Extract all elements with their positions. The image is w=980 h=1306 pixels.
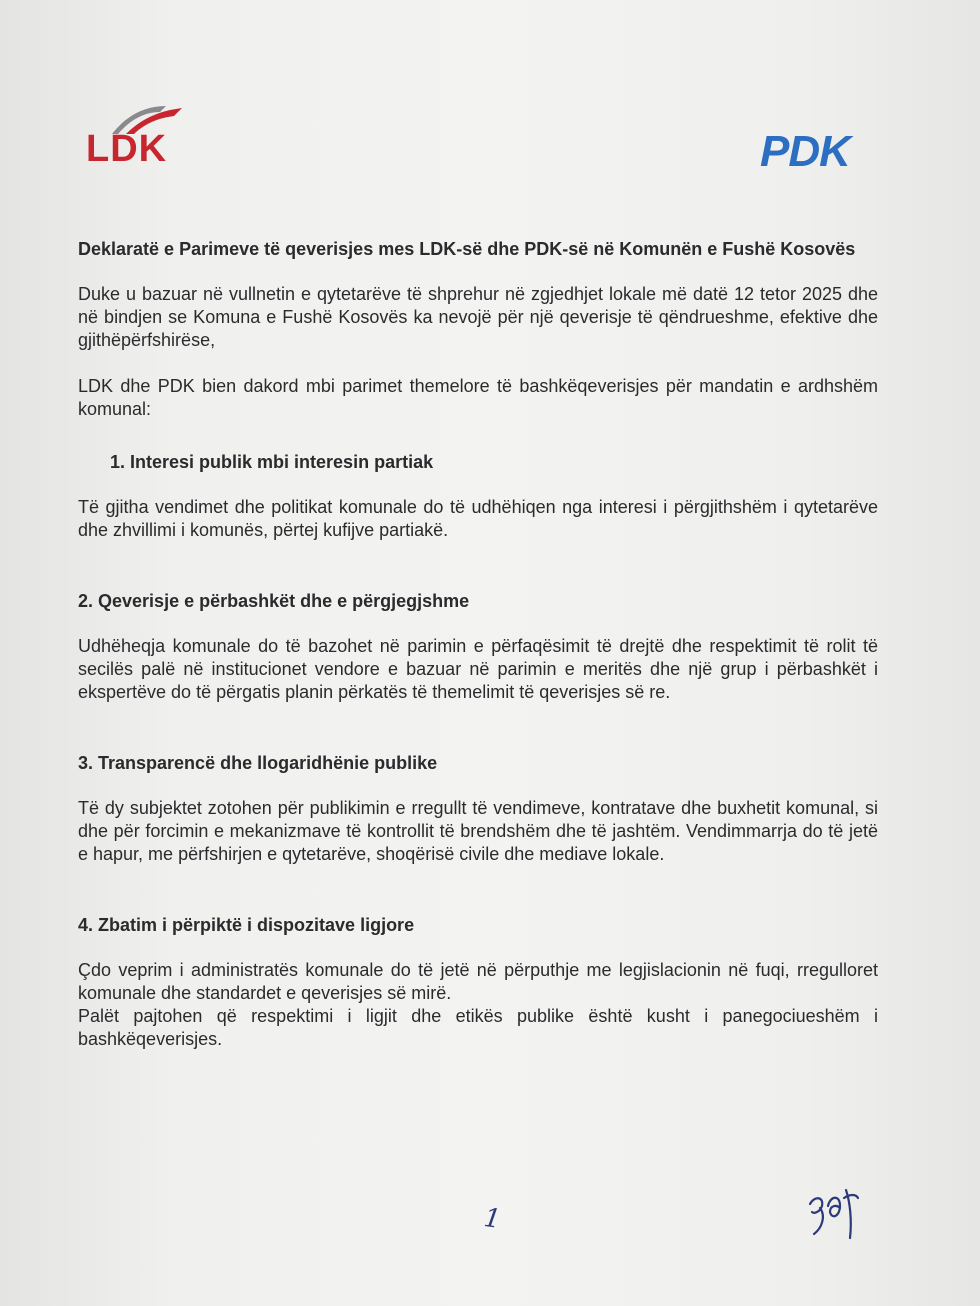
- ldk-logo-text: LDK: [86, 128, 168, 170]
- document-title: Deklaratë e Parimeve të qeverisjes mes LDK-së dhe PDK-së në Komunën e Fushë Kosovës: [78, 239, 856, 259]
- section-paragraph: Udhëheqja komunale do të bazohet në parimin e përfaqësimit të drejtë dhe respektimit të rolit të secilës palë në institucionet vendore e bazuar në parimin e meritës dhe një grup i përbashkët i ekspertëve do të përgatis planin përkatës të themelimit të qeverisjes së re.: [78, 636, 878, 702]
- section-heading: 1. Interesi publik mbi interesin partiak: [110, 452, 434, 472]
- section-heading: 2. Qeverisje e përbashkët dhe e përgjegjshme: [78, 591, 470, 611]
- intro-paragraph-2: LDK dhe PDK bien dakord mbi parimet themelore të bashkëqeverisjes për mandatin e ardhshëm komunal:: [78, 376, 878, 419]
- section-2: [78, 590, 878, 704]
- handwritten-signature-icon: [800, 1176, 870, 1246]
- pdk-logo: [760, 128, 850, 176]
- section-heading: 3. Transparencë dhe llogaridhënie publike: [78, 753, 438, 773]
- ldk-logo: [86, 100, 190, 170]
- section-paragraph: Të dy subjektet zotohen për publikimin e rregullt të vendimeve, kontratave dhe buxhetit komunal, si dhe për forcimin e mekanizmave të kontrollit të brendshëm dhe të jashtëm. Vendimmarrja do të jetë e hapur, me përfshirjen e qytetarëve, shoqërisë civile dhe mediave lokale.: [78, 798, 878, 864]
- section-paragraph: Palët pajtohen që respektimi i ligjit dhe etikës publike është kusht i panegociueshëm i bashkëqeverisjes.: [78, 1006, 878, 1049]
- pdk-logo-text: PDK: [760, 127, 850, 176]
- section-paragraph: Të gjitha vendimet dhe politikat komunale do të udhëhiqen nga interesi i përgjithshëm i qytetarëve dhe zhvillimi i komunës, përtej kufijve partiakë.: [78, 497, 878, 540]
- section-heading: 4. Zbatim i përpiktë i dispozitave ligjore: [78, 915, 415, 935]
- section-paragraph: Çdo veprim i administratës komunale do të jetë në përputhje me legjislacionin në fuqi, rregulloret komunale dhe standardet e qeverisjes së mirë.: [78, 960, 878, 1003]
- page-number: 1: [481, 1202, 503, 1236]
- section-1: [78, 451, 878, 542]
- section-3: [78, 752, 878, 866]
- intro-paragraph-1: Duke u bazuar në vullnetin e qytetarëve të shprehur në zgjedhjet lokale më datë 12 tetor 2025 dhe në bindjen se Komuna e Fushë Kosovës ka nevojë për një qeverisje të qëndrueshme, efektive dhe gjithëpërfshirëse,: [78, 284, 878, 350]
- document-body: [78, 238, 878, 1074]
- section-4: [78, 914, 878, 1051]
